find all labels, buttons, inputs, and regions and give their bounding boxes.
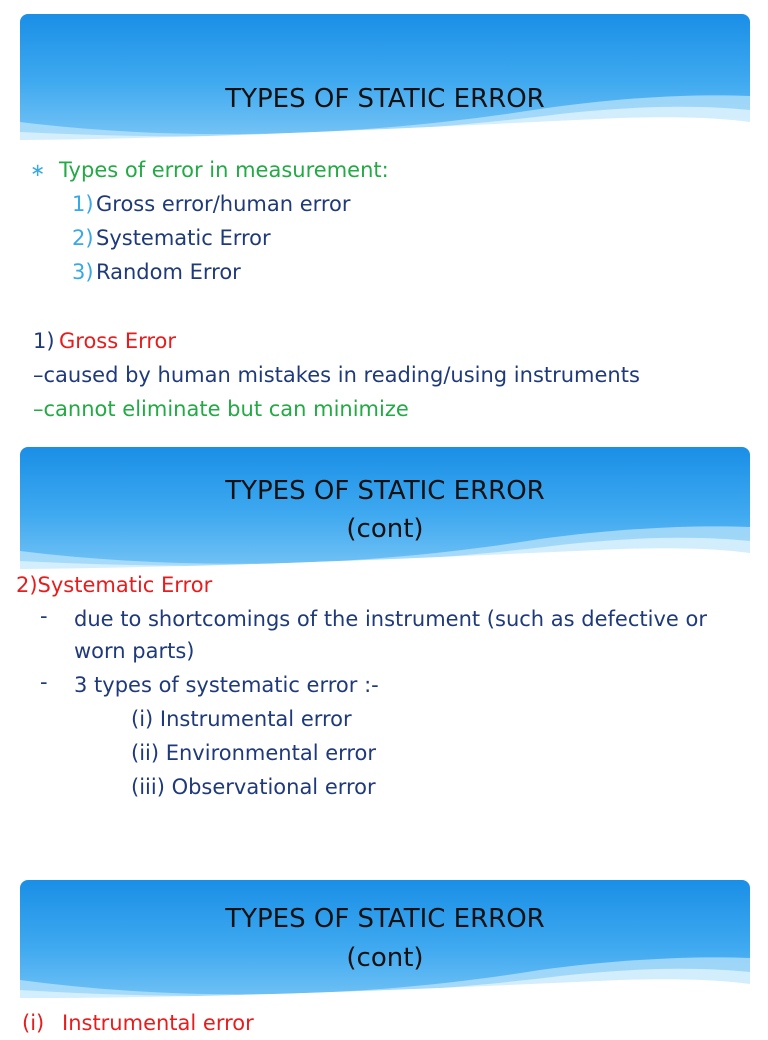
description-line: 3 types of systematic error :- — [74, 673, 379, 697]
list-item-number: 1) — [72, 192, 94, 216]
slide-2-title-line2: (cont) — [346, 514, 424, 544]
partial-item-text: Instrumental error — [62, 1011, 254, 1035]
slide-3-title-line1: TYPES OF STATIC ERROR — [225, 904, 545, 934]
description-line: –caused by human mistakes in reading/using instruments — [33, 363, 640, 387]
section-title: Gross Error — [59, 329, 177, 353]
slide-1-title: TYPES OF STATIC ERROR — [225, 84, 545, 114]
sub-list-item: (iii) Observational error — [131, 775, 376, 799]
section-title: 2)Systematic Error — [16, 573, 213, 597]
description-line: worn parts) — [74, 639, 195, 663]
list-item-number: 2) — [72, 226, 94, 250]
description-line: –cannot eliminate but can minimize — [33, 397, 409, 421]
dash-marker: - — [40, 604, 48, 628]
list-item: Random Error — [96, 260, 241, 284]
list-item-number: 3) — [72, 260, 94, 284]
list-item: Gross error/human error — [96, 192, 351, 216]
slide-2-title-line1: TYPES OF STATIC ERROR — [225, 476, 545, 506]
section-number: 1) — [33, 329, 55, 353]
sub-list-item: (i) Instrumental error — [131, 707, 352, 731]
bullet-icon: ∗ — [30, 160, 46, 181]
list-item: Systematic Error — [96, 226, 271, 250]
intro-text: Types of error in measurement: — [59, 158, 389, 182]
dash-marker: - — [40, 670, 48, 694]
partial-item-number: (i) — [22, 1011, 45, 1035]
description-line: due to shortcomings of the instrument (such as defective or — [74, 607, 707, 631]
sub-list-item: (ii) Environmental error — [131, 741, 377, 765]
slide-3-title-line2: (cont) — [346, 943, 424, 973]
